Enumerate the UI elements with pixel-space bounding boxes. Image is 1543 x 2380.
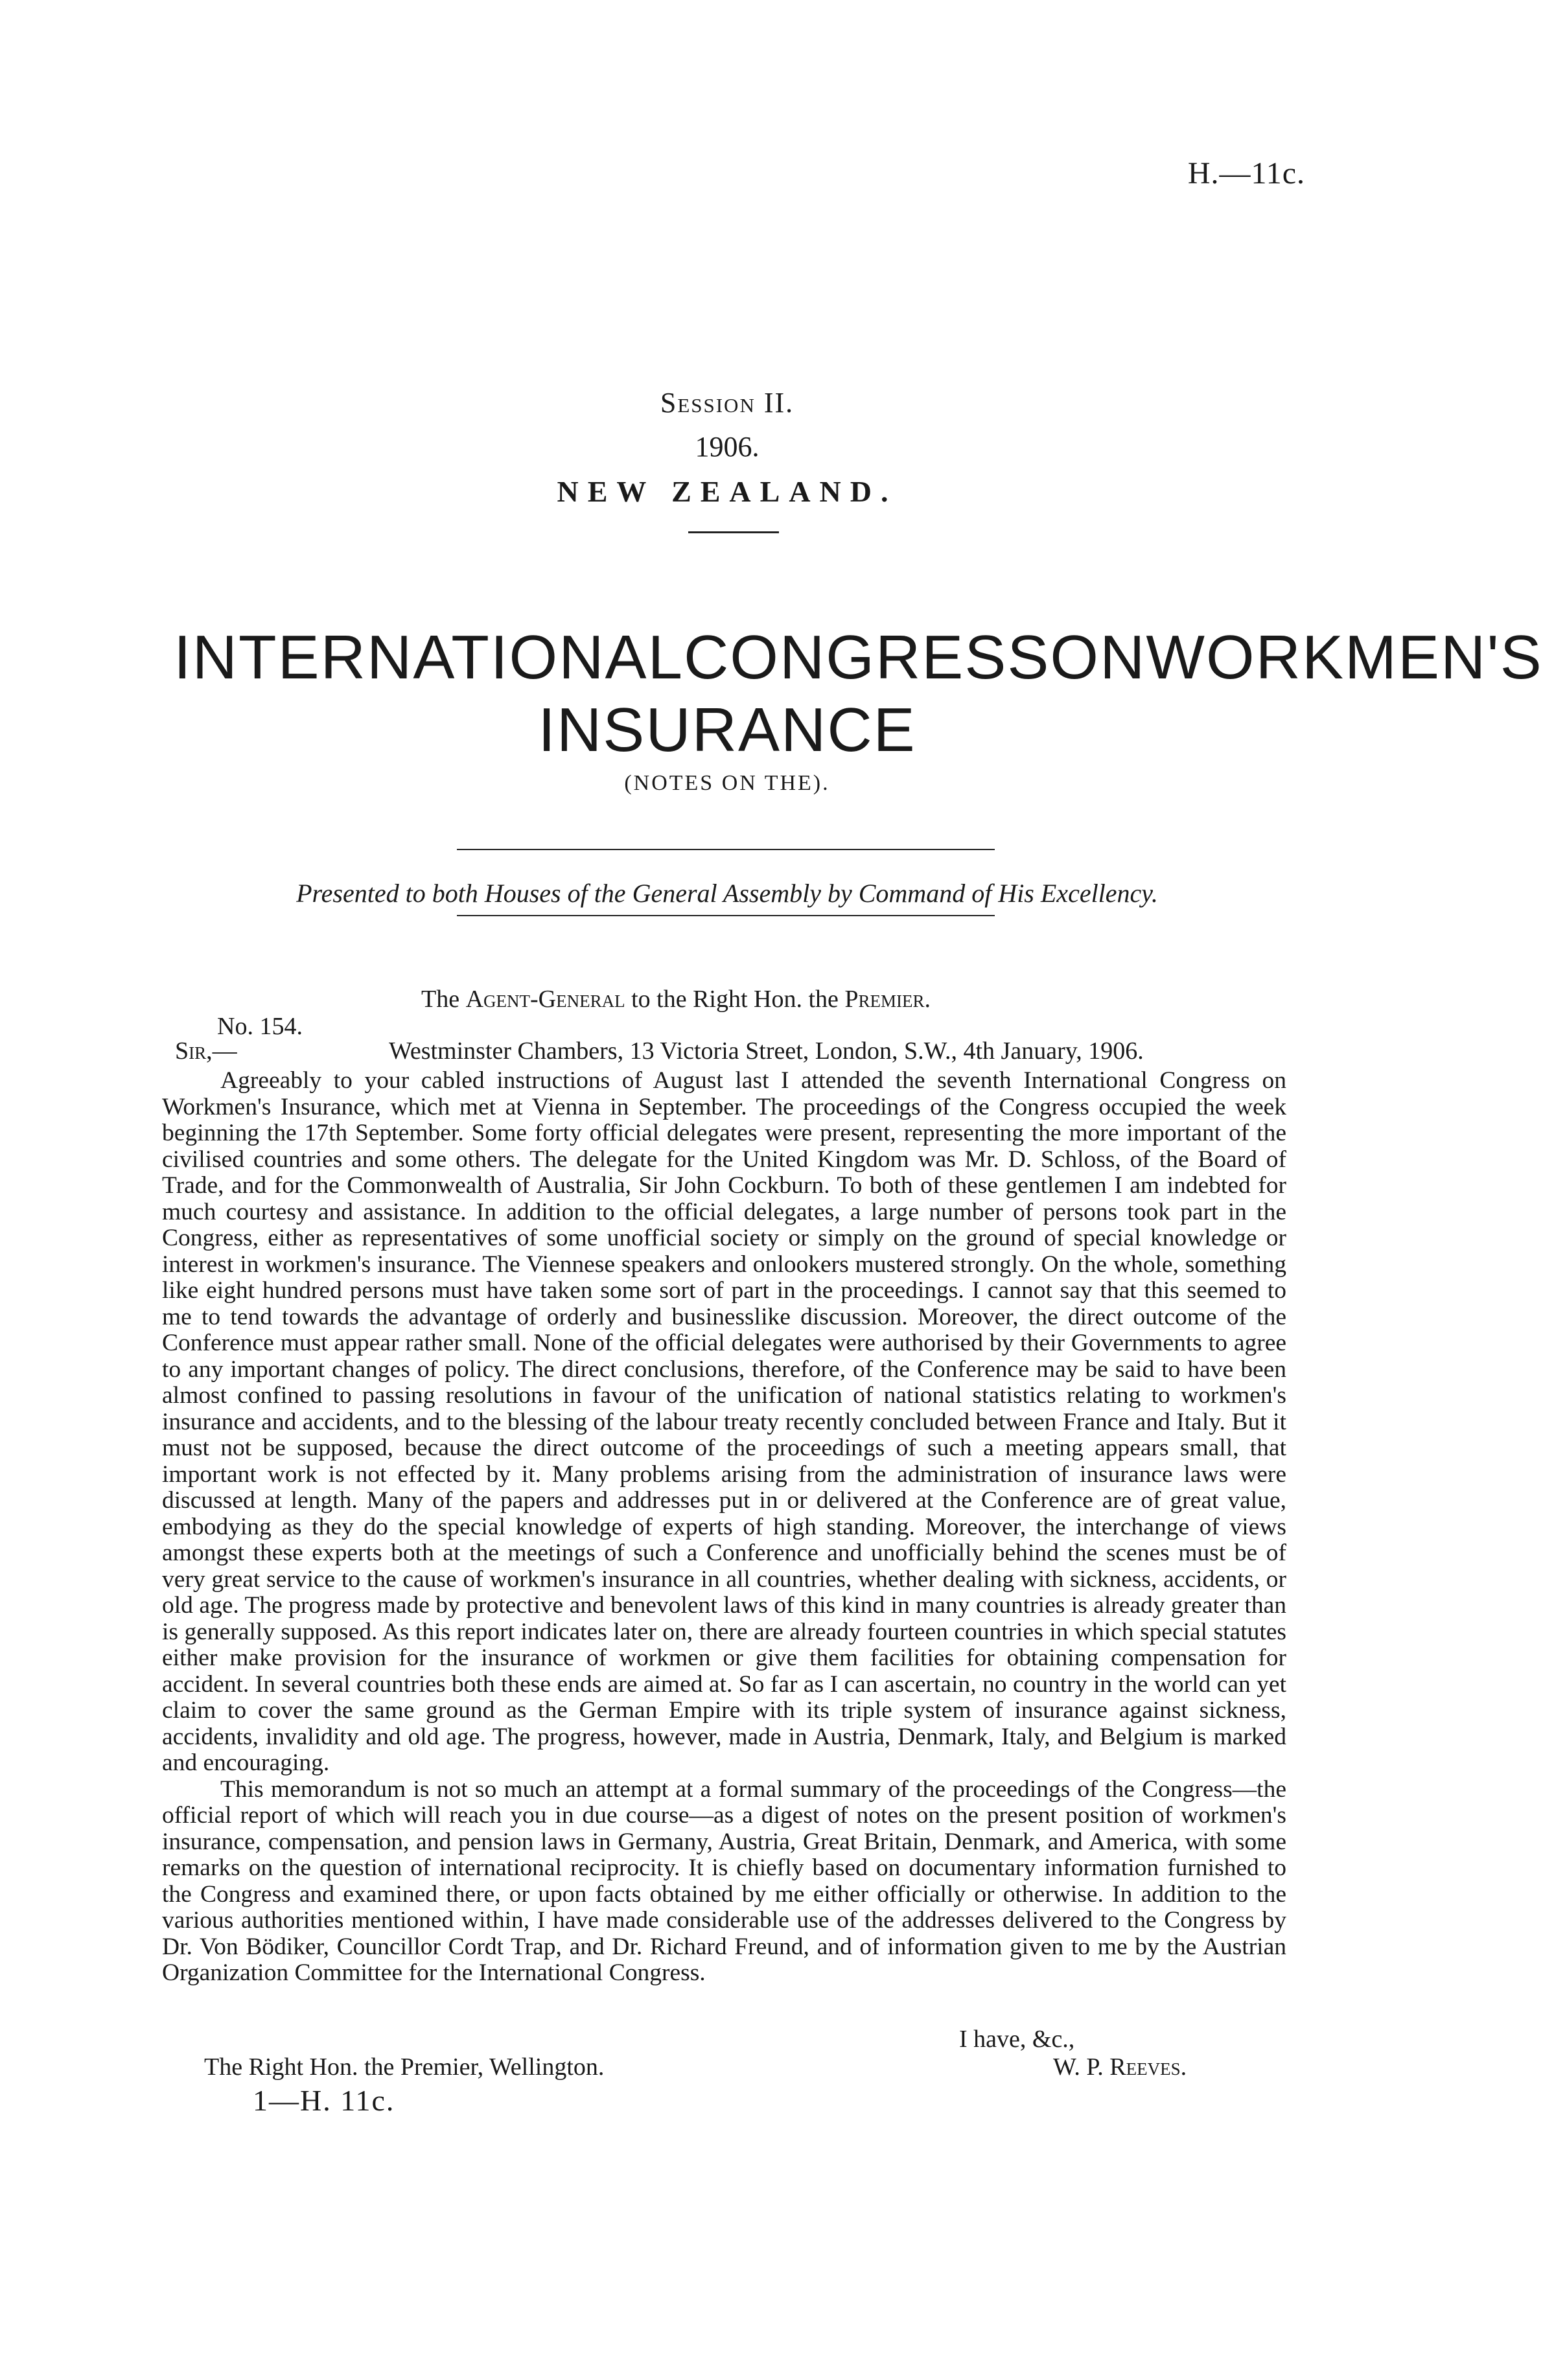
year-line: 1906. (695, 431, 760, 463)
recipient-line: The Right Hon. the Premier, Wellington. (204, 2053, 605, 2081)
document-reference: H.—11c. (1187, 156, 1305, 191)
letter-number: No. 154. (217, 1013, 303, 1040)
page-number: 1—H. 11c. (253, 2084, 395, 2117)
salutation: Sir,— (175, 1037, 237, 1065)
letter-body (162, 1068, 1286, 1987)
sender-title: Agent-General (465, 986, 625, 1013)
document-title-line2: INSURANCE (538, 695, 916, 765)
letter-address: Westminster Chambers, 13 Victoria Street, London, S.W., 4th January, 1906. (389, 1037, 1144, 1065)
divider-short (688, 531, 779, 533)
body-paragraph: This memorandum is not so much an attempt at a formal summary of the proceedings of the Congress—the official report of which will reach you in due course—as a digest of notes on the present position of workmen's insurance, compensation, and pension laws in Germany, Austria, Great Britain, Denmark, and America, with some remarks on the question of international reciprocity. It is chiefly based on documentary information furnished to the Congress and examined there, or upon facts obtained by me either officially or otherwise. In addition to the various authorities mentioned within, I have made considerable use of the addresses delivered to the Congress by Dr. Von Bödiker, Councillor Cordt Trap, and Dr. Richard Freund, and of information given to me by the Austrian Organization Committee for the International Congress. (162, 1775, 1286, 1986)
signature: W. P. Reeves. (1053, 2053, 1187, 2081)
divider-bottom (457, 915, 995, 916)
closing: I have, &c., (959, 2026, 1075, 2053)
document-subtitle: (NOTES ON THE). (624, 771, 830, 795)
country-heading: NEW ZEALAND. (557, 475, 898, 508)
presented-line: Presented to both Houses of the General Assembly by Command of His Excellency. (296, 879, 1158, 908)
session-line: Session II. (660, 387, 795, 419)
letter-heading: The Agent-General to the Right Hon. the Premier. (421, 986, 931, 1013)
recipient-title: Premier. (844, 986, 931, 1013)
divider-top (457, 849, 995, 850)
title-word: CONGRESS (683, 623, 1050, 692)
title-word: INTERNATIONAL (174, 623, 684, 692)
title-word: ON (1050, 623, 1146, 692)
body-paragraph: Agreeably to your cabled instructions of August last I attended the seventh International Congress on Workmen's Insurance, which met at Vienna in September. The proceedings of the Congress occupied the week beginning the 17th September. Some forty official delegates were present, representing the more important of the civilised countries and some others. The delegate for the United Kingdom was Mr. D. Schloss, of the Board of Trade, and for the Commonwealth of Australia, Sir John Cockburn. To both of these gentlemen I am indebted for much courtesy and assistance. In addition to the official delegates, a large number of persons took part in the Congress, either as representatives of some unofficial society or simply on the ground of special knowledge or interest in workmen's insurance. The Viennese speakers and onlookers mustered strongly. On the whole, something like eight hundred persons must have taken some sort of part in the proceedings. I cannot say that this seemed to me to tend towards the advantage of orderly and businesslike discussion. Moreover, the direct outcome of the Conference must appear rather small. None of the official delegates were authorised by their Governments to agree to any important changes of policy. The direct conclusions, therefore, of the Conference may be said to have been almost confined to passing resolutions in favour of the unification of national statistics relating to workmen's insurance and accidents, and to the blessing of the labour treaty recently concluded between France and Italy. But it must not be supposed, because the direct outcome of the proceedings of such a meeting appears small, that important work is not effected by it. Many problems arising from the administration of insurance laws were discussed at length. Many of the papers and addresses put in or delivered at the Conference are of great value, embodying as they do the special knowledge of experts of high standing. Moreover, the interchange of views amongst these experts both at the meetings of such a Conference and unofficially behind the scenes must be of very great service to the cause of workmen's insurance in all countries, whether dealing with sickness, accidents, or old age. The progress made by protective and benevolent laws of this kind in many countries is already greater than is generally supposed. As this report indicates later on, there are already fourteen countries in which special statutes either make provision for the insurance of workmen or give them facilities for obtaining compensation for accident. In several countries both these ends are aimed at. So far as I can ascertain, no country in the world can yet claim to cover the same ground as the German Empire with its triple system of insurance against sickness, accidents, invalidity and old age. The progress, however, made in Austria, Denmark, Italy, and Belgium is marked and encouraging. (162, 1067, 1286, 1776)
title-word: WORKMEN'S (1146, 623, 1543, 692)
document-title-line1 (174, 622, 1543, 693)
